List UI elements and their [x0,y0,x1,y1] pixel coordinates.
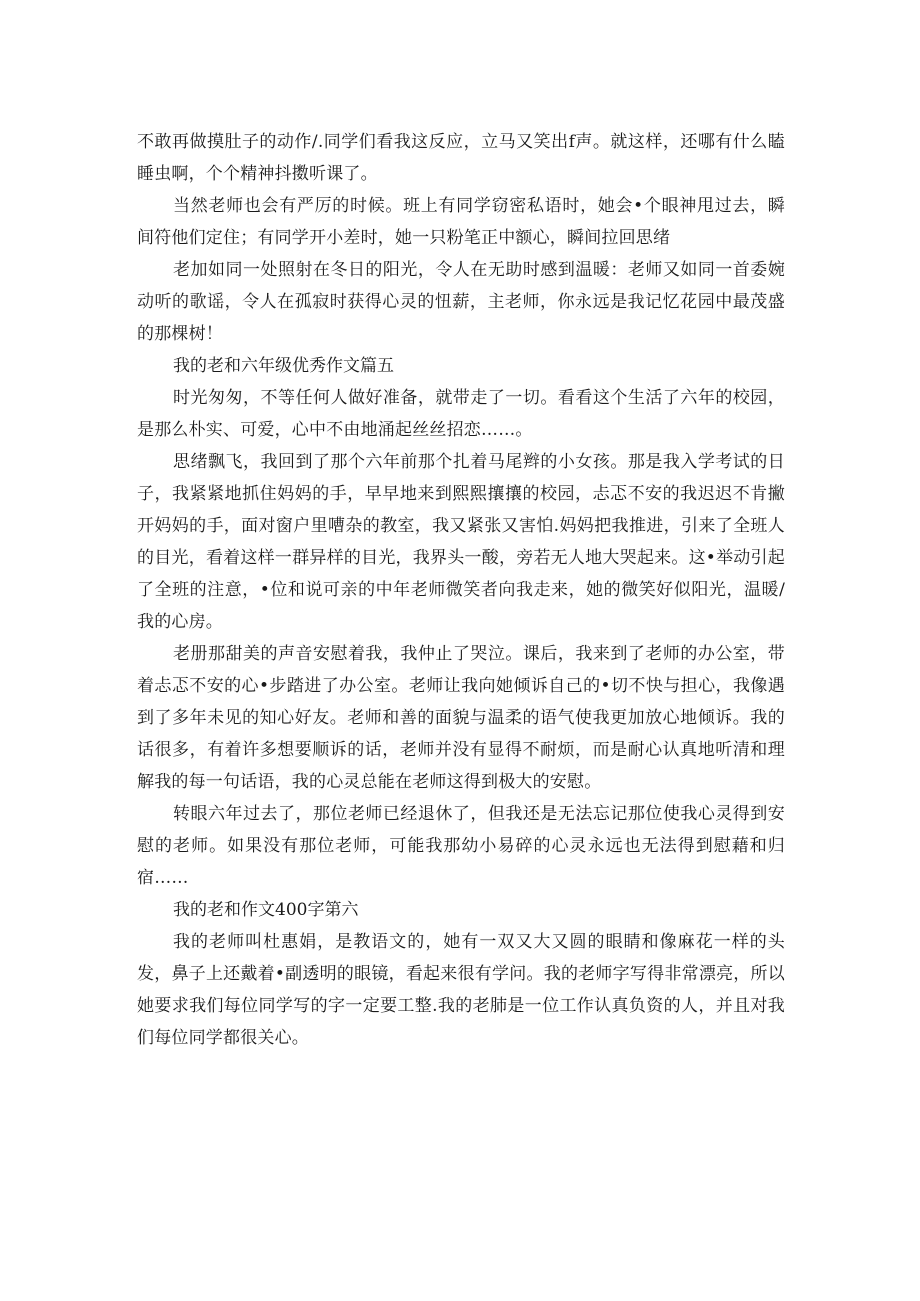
paragraph: 不敢再做摸肚子的动作/.同学们看我这反应，立马又笑出f声。就这样，还哪有什么瞌睡虫啊，个个精神抖擞听课了。 [137,132,785,184]
paragraph: 老册那甜美的声音安慰着我，我仲止了哭泣。课后，我来到了老师的办公室，带着忐忑不安的心•步踏进了办公室。老师让我向她倾诉自己的•切不快与担心，我像遇到了多年未见的知心好友。老师和善的面貌与温柔的语气使我更加放心地倾诉。我的话很多，有着许多想要顺诉的话，老师并没有显得不耐烦，而是耐心认真地听清和理解我的每一句话语，我的心灵总能在老师这得到极大的安慰。 [137,644,785,792]
paragraph: 思绪飘飞，我回到了那个六年前那个扎着马尾辫的小女孩。那是我入学考试的日子，我紧紧地抓住妈妈的手，早早地来到熙熙攘攘的校园，忐忑不安的我迟迟不肯撇开妈妈的手，面对窗户里嘈杂的教室，我又紧张又害怕.妈妈把我推进，引来了全班人的目光，看着这样一群异样的目光，我界头一酸，旁若无人地大哭起来。这•举动引起了全班的注意，•位和说可亲的中年老师微笑者向我走来，她的微笑好似阳光，温暖/我的心房。 [137,452,785,632]
section-heading: 我的老和作文400字第六 [173,900,359,920]
paragraph: 时光匆匆，不等任何人做好准备，就带走了一切。看看这个生活了六年的校园，是那么朴实、可爱，心中不由地涌起丝丝招恋……。 [137,388,785,440]
paragraph: 转眼六年过去了，那位老师已经退休了，但我还是无法忘记那位使我心灵得到安慰的老师。如果没有那位老师，可能我那幼小易碎的心灵永远也无法得到慰藉和归宿…… [137,804,785,888]
section-heading: 我的老和六年级优秀作文篇五 [173,356,394,376]
paragraph: 当然老师也会有严厉的时候。班上有同学窃密私语时，她会•个眼神甩过去，瞬间符他们定住；有同学开小差时，她一只粉笔正中额心，瞬间拉回思绪 [137,196,785,248]
document-page [137,126,785,1054]
paragraph: 我的老师叫杜惠娟，是教语文的，她有一双又大又圆的眼睛和像麻花一样的头发，鼻子上还戴着•副透明的眼镜，看起来很有学问。我的老师字写得非常漂亮，所以她要求我们每位同学写的字一定要工整.我的老肺是一位工作认真负资的人，并且对我们每位同学都很关心。 [137,932,785,1048]
paragraph: 老加如同一处照射在冬日的阳光，令人在无助时感到温暖：老师又如同一首委婉动听的歌谣，令人在孤寂时获得心灵的忸薪，主老师，你永远是我记忆花园中最茂盛的那棵树！ [137,260,785,344]
